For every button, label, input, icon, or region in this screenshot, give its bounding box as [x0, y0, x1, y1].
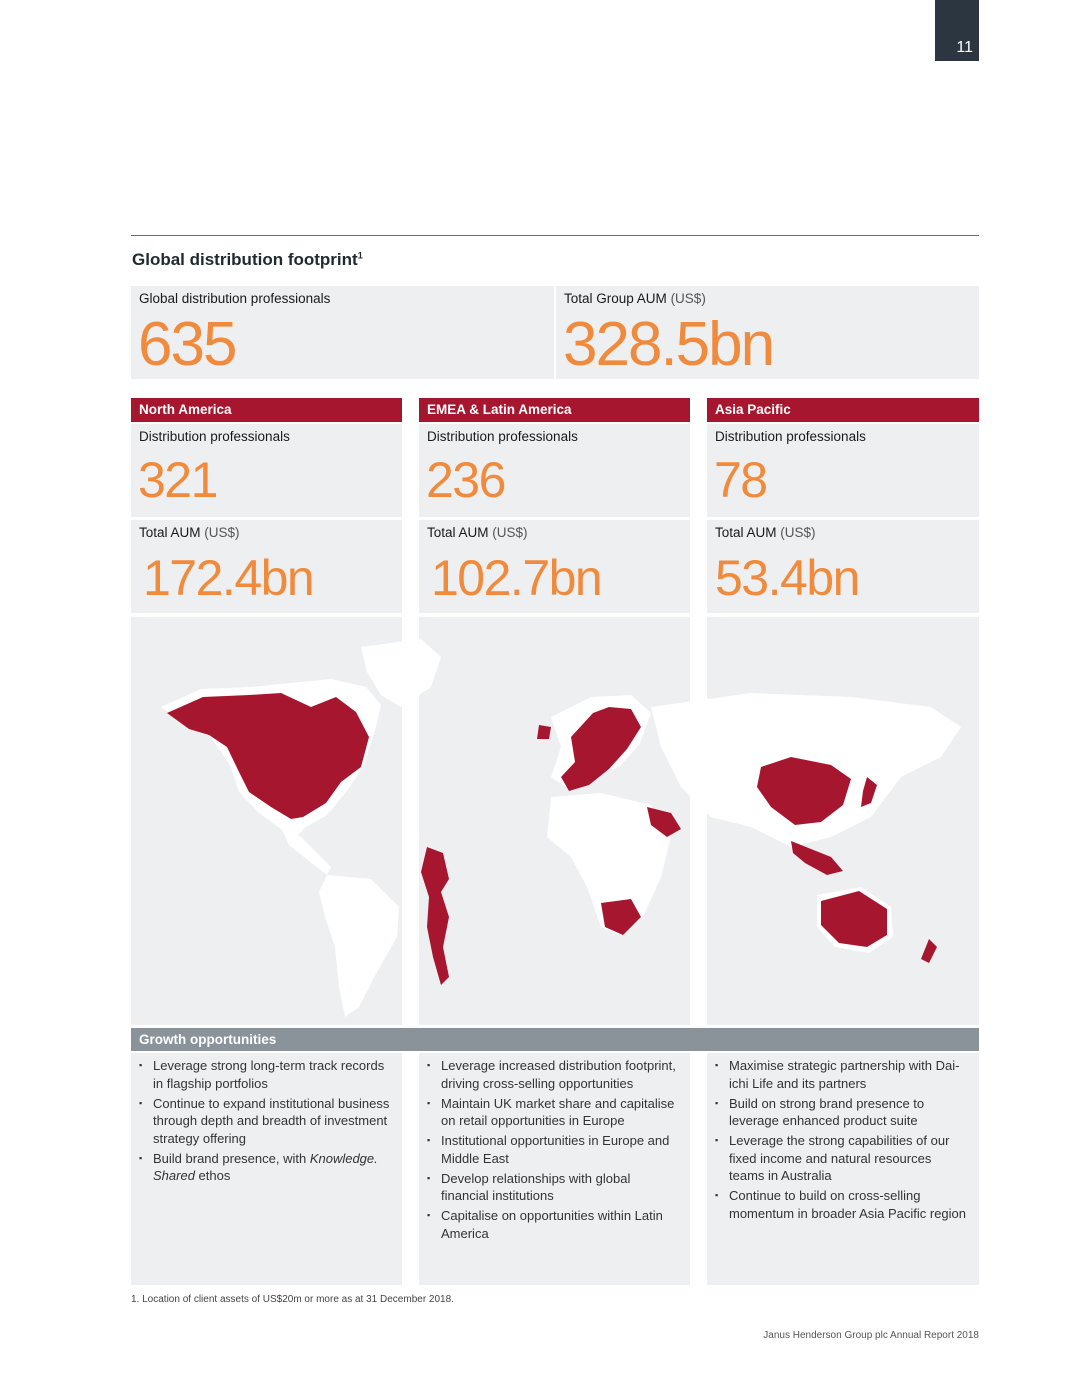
region-aum-label	[715, 525, 816, 540]
region-header-asia-pacific: Asia Pacific	[707, 398, 979, 422]
north-america-professionals-box	[131, 424, 402, 517]
aum-label-text: Total AUM	[715, 525, 777, 540]
section-divider	[131, 235, 979, 236]
aum-label-text: Total AUM	[427, 525, 489, 540]
asia-pacific-aum-box	[707, 520, 979, 613]
asia-pacific-aum-value: 53.4bn	[715, 550, 859, 606]
map-land-central-america	[281, 827, 331, 875]
world-map	[131, 617, 979, 1025]
growth-column-emea	[419, 1053, 690, 1285]
map-region-southeast-asia	[791, 841, 843, 875]
north-america-aum-value: 172.4bn	[143, 550, 314, 606]
list-item: ▪ Leverage the strong capabilities of our fixed income and natural resources teams in Australia	[715, 1132, 969, 1185]
north-america-aum-box	[131, 520, 402, 613]
asia-pacific-professionals-value: 78	[714, 452, 767, 508]
emea-professionals-value: 236	[426, 452, 505, 508]
total-group-aum-box	[556, 286, 979, 379]
growth-column-asia-pacific	[707, 1053, 979, 1285]
section-title-text: Global distribution footprint	[132, 250, 358, 269]
list-item: ▪ Continue to expand institutional business through depth and breadth of investment strategy offering	[139, 1095, 392, 1148]
region-header-emea-latin-america: EMEA & Latin America	[419, 398, 690, 422]
emea-professionals-box	[419, 424, 690, 517]
total-group-aum-label	[564, 291, 706, 306]
emea-aum-value: 102.7bn	[431, 550, 602, 606]
region-professionals-label: Distribution professionals	[715, 429, 866, 444]
emea-aum-box	[419, 520, 690, 613]
global-professionals-box	[131, 286, 554, 379]
aum-unit: (US$)	[204, 525, 240, 540]
page-number-tab	[935, 0, 979, 61]
list-item: ▪ Build on strong brand presence to leverage enhanced product suite	[715, 1095, 969, 1130]
list-item: ▪ Maintain UK market share and capitalise on retail opportunities in Europe	[427, 1095, 680, 1130]
growth-list	[427, 1057, 680, 1242]
brand-ethos-italic: Knowledge. Shared	[153, 1150, 378, 1183]
list-item: ▪ Continue to build on cross-selling momentum in broader Asia Pacific region	[715, 1187, 969, 1222]
aum-label-text: Total Group AUM	[564, 291, 667, 306]
map-divider-left	[402, 617, 419, 1025]
region-header-north-america: North America	[131, 398, 402, 422]
growth-opportunities-header: Growth opportunities	[131, 1028, 979, 1051]
region-aum-label	[139, 525, 240, 540]
map-land-south-america	[319, 875, 399, 1017]
page-number: 11	[956, 39, 973, 56]
growth-list	[139, 1057, 392, 1185]
list-item: ▪ Leverage strong long-term track records in flagship portfolios	[139, 1057, 392, 1092]
list-item: ▪ Leverage increased distribution footprint, driving cross-selling opportunities	[427, 1057, 680, 1092]
section-title	[132, 250, 363, 270]
growth-column-north-america	[131, 1053, 402, 1285]
north-america-professionals-value: 321	[138, 452, 217, 508]
list-item: ▪ Institutional opportunities in Europe and Middle East	[427, 1132, 680, 1167]
region-professionals-label: Distribution professionals	[427, 429, 578, 444]
aum-unit: (US$)	[670, 291, 706, 306]
list-item-text: ethos	[194, 1168, 231, 1183]
report-footer: Janus Henderson Group plc Annual Report 2018	[763, 1330, 979, 1341]
region-aum-label	[427, 525, 528, 540]
list-item	[139, 1150, 392, 1185]
total-group-aum-value: 328.5bn	[563, 310, 774, 379]
map-region-uk-ireland	[537, 725, 551, 739]
asia-pacific-professionals-box	[707, 424, 979, 517]
footnote: 1. Location of client assets of US$20m or more as at 31 December 2018.	[131, 1294, 454, 1305]
map-divider-right	[690, 617, 707, 1025]
growth-list	[715, 1057, 969, 1222]
aum-unit: (US$)	[780, 525, 816, 540]
global-professionals-label: Global distribution professionals	[139, 291, 331, 306]
map-region-chile-peru	[421, 847, 449, 985]
global-professionals-value: 635	[138, 310, 236, 379]
list-item: ▪ Maximise strategic partnership with Dai-ichi Life and its partners	[715, 1057, 969, 1092]
list-item: ▪ Capitalise on opportunities within Latin America	[427, 1207, 680, 1242]
aum-unit: (US$)	[492, 525, 528, 540]
list-item-text: Build brand presence, with	[153, 1150, 310, 1166]
footnote-marker: 1	[357, 250, 363, 261]
region-professionals-label: Distribution professionals	[139, 429, 290, 444]
map-region-new-zealand	[921, 939, 937, 963]
aum-label-text: Total AUM	[139, 525, 201, 540]
list-item: ▪ Develop relationships with global financial institutions	[427, 1170, 680, 1205]
world-map-panel	[131, 617, 979, 1025]
